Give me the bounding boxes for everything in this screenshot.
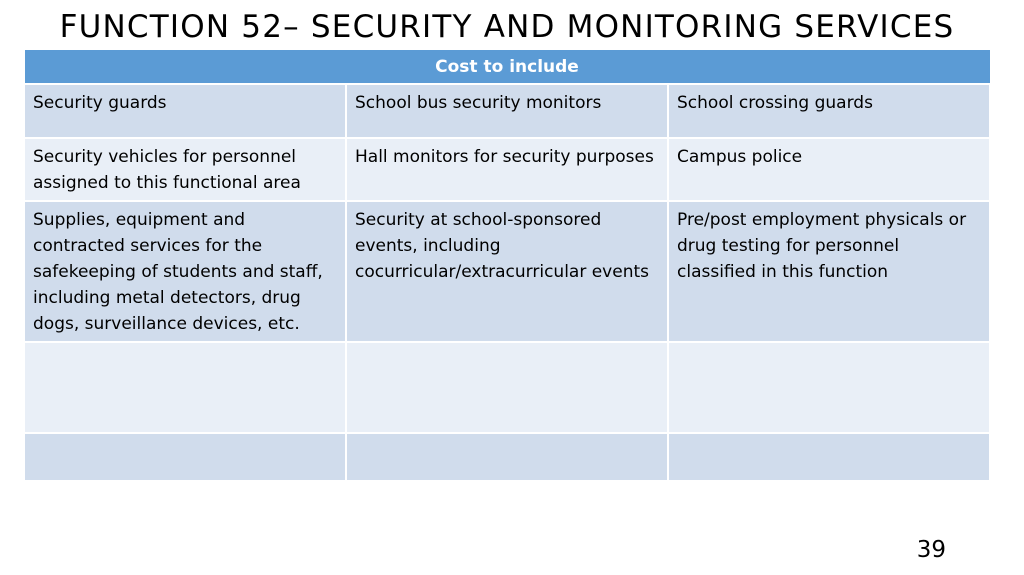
page-number: 39 <box>916 537 946 563</box>
table-row <box>24 342 990 433</box>
table-cell: Supplies, equipment and contracted services for the safekeeping of students and staff, including metal detectors, drug dogs, surveillance devices, etc. <box>24 201 346 342</box>
table-cell-empty <box>668 342 990 433</box>
table-row <box>24 84 990 138</box>
table-cell: School bus security monitors <box>346 84 668 138</box>
table-row <box>24 138 990 201</box>
table-cell-empty <box>346 342 668 433</box>
table-cell: School crossing guards <box>668 84 990 138</box>
slide-title: FUNCTION 52– SECURITY AND MONITORING SERVICES <box>59 9 955 45</box>
table-cell: Security at school-sponsored events, including cocurricular/extracurricular events <box>346 201 668 342</box>
table-cell-empty <box>24 433 346 481</box>
table-row <box>24 433 990 481</box>
table-row <box>24 201 990 342</box>
table-header-row <box>24 50 990 85</box>
table-cell-empty <box>668 433 990 481</box>
table-cell: Security vehicles for personnel assigned to this functional area <box>24 138 346 201</box>
table-cell: Campus police <box>668 138 990 201</box>
cost-table-container <box>23 49 991 482</box>
table-cell-empty <box>24 342 346 433</box>
table-cell-empty <box>346 433 668 481</box>
cost-table <box>23 49 991 482</box>
table-header-cost-to-include: Cost to include <box>24 50 990 85</box>
table-cell: Security guards <box>24 84 346 138</box>
table-cell: Pre/post employment physicals or drug testing for personnel classified in this function <box>668 201 990 342</box>
table-cell: Hall monitors for security purposes <box>346 138 668 201</box>
